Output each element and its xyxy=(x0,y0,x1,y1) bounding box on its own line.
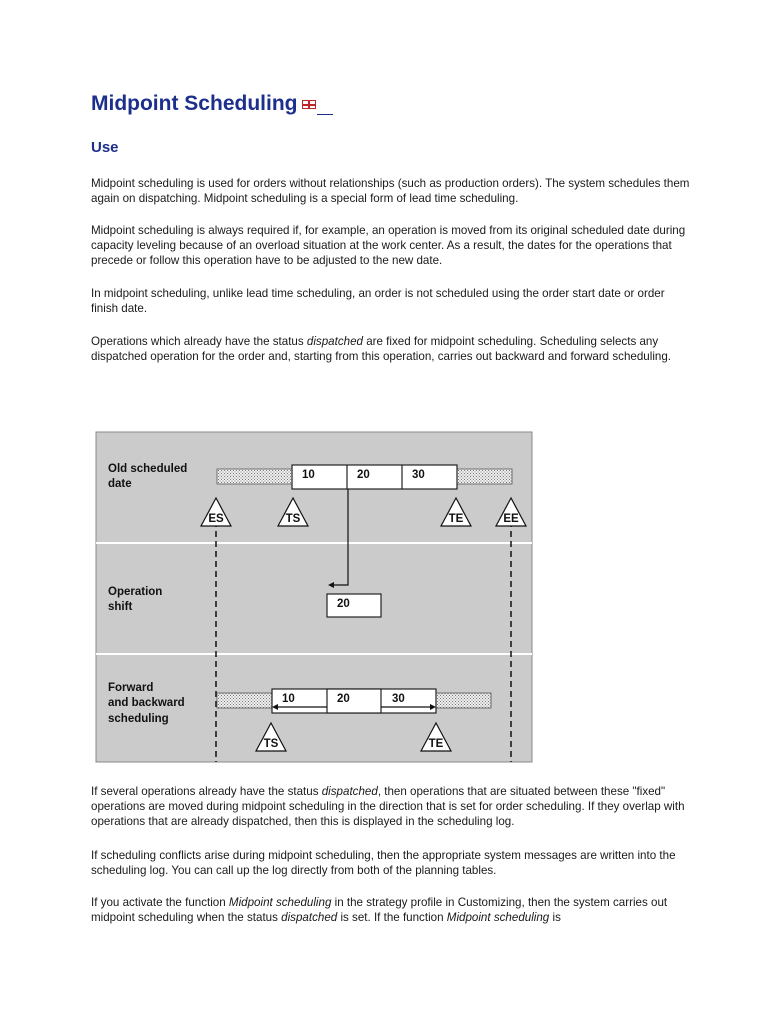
new-operation-label: 30 xyxy=(392,693,405,705)
new-float-after-bar xyxy=(436,693,491,708)
paragraph-text: in the strategy profile in Customizing, then the system carries out midpoint scheduling when the status xyxy=(91,896,668,925)
paragraph-text: , then operations that are situated between these "fixed" operations are moved during midpoint scheduling in the direction that is set for order scheduling. If they overlap with operations that are already dispatched, then this is displayed in the scheduling log. xyxy=(91,785,685,829)
row-label-old-date-line-2: date xyxy=(108,478,132,490)
marker-label-ts: TS xyxy=(285,513,301,525)
page-title xyxy=(91,92,316,116)
flag-link-underline xyxy=(317,114,333,115)
old-operation-label: 10 xyxy=(302,469,315,481)
row-label-shift-line-2: shift xyxy=(108,601,133,613)
fixed-operation-box xyxy=(327,689,381,713)
new-operation-label: 20 xyxy=(337,693,350,705)
paragraph-several-dispatched xyxy=(91,784,691,830)
language-flag-icon[interactable] xyxy=(302,100,316,109)
section-heading-use: Use xyxy=(91,139,119,156)
row-label-forward-line-2: and backward xyxy=(108,697,185,709)
paragraph-text: In midpoint scheduling, unlike lead time scheduling, an order is not scheduled using the order start date or order finish date. xyxy=(91,287,665,316)
paragraph-text: are fixed for midpoint scheduling. Scheduling selects any dispatched operation for the order and, starting from this operation, carries out backward and forward scheduling. xyxy=(91,335,672,364)
emphasized-term: dispatched xyxy=(321,785,378,798)
paragraph-text: If scheduling conflicts arise during midpoint scheduling, then the appropriate system messages are written into the scheduling log. You can call up the log directly from both of the planning tables. xyxy=(91,849,676,878)
page-title-text: Midpoint Scheduling xyxy=(91,92,298,115)
emphasized-term: dispatched xyxy=(306,335,363,348)
old-operation-label: 30 xyxy=(412,469,425,481)
paragraph-text: If several operations already have the status xyxy=(91,785,322,798)
paragraph-text: Operations which already have the status xyxy=(91,335,307,348)
emphasized-term: Midpoint scheduling xyxy=(228,896,332,909)
paragraph-text: If you activate the function xyxy=(91,896,229,909)
row-label-old-date-line-1: Old scheduled xyxy=(108,463,188,475)
paragraph-text: Midpoint scheduling is always required if, for example, an operation is moved from its original scheduled date during capacity leveling because of an overload situation at the work center. As a result, the dates for the operations that precede or follow this operation have to be adjusted to the new date. xyxy=(91,224,686,268)
marker-label-new-ts: TS xyxy=(263,738,279,750)
marker-label-new-te: TE xyxy=(428,738,444,750)
paragraph-intro xyxy=(91,176,691,206)
paragraph-difference xyxy=(91,286,691,316)
paragraph-dispatched xyxy=(91,334,691,364)
paragraph-conflicts xyxy=(91,848,691,878)
row-label-forward-line-1: Forward xyxy=(108,682,154,694)
paragraph-requirement xyxy=(91,223,691,269)
marker-label-es: ES xyxy=(208,513,224,525)
emphasized-term: Midpoint scheduling xyxy=(446,911,550,925)
float-after-bar xyxy=(457,469,512,484)
midpoint-scheduling-diagram xyxy=(95,431,533,763)
old-operation-label: 20 xyxy=(357,469,370,481)
emphasized-term: dispatched xyxy=(281,911,338,925)
float-before-bar xyxy=(217,469,292,484)
paragraph-text: Midpoint scheduling is used for orders without relationships (such as production orders). The system schedules them again on dispatching. Midpoint scheduling is a special form of lead time scheduling. xyxy=(91,177,690,206)
row-label-shift-line-1: Operation xyxy=(108,586,163,598)
new-operation-label: 10 xyxy=(282,693,295,705)
new-float-before-bar xyxy=(217,693,272,708)
paragraph-activation xyxy=(91,895,691,925)
marker-label-te: TE xyxy=(448,513,464,525)
row-label-forward-line-3: scheduling xyxy=(108,713,169,725)
old-operations-bar xyxy=(292,465,457,489)
paragraph-text: is xyxy=(549,911,561,925)
shifted-operation-box xyxy=(327,594,381,617)
shifted-operation-label: 20 xyxy=(337,598,350,610)
paragraph-text: is set. If the function xyxy=(337,911,447,925)
marker-label-ee: EE xyxy=(503,513,519,525)
